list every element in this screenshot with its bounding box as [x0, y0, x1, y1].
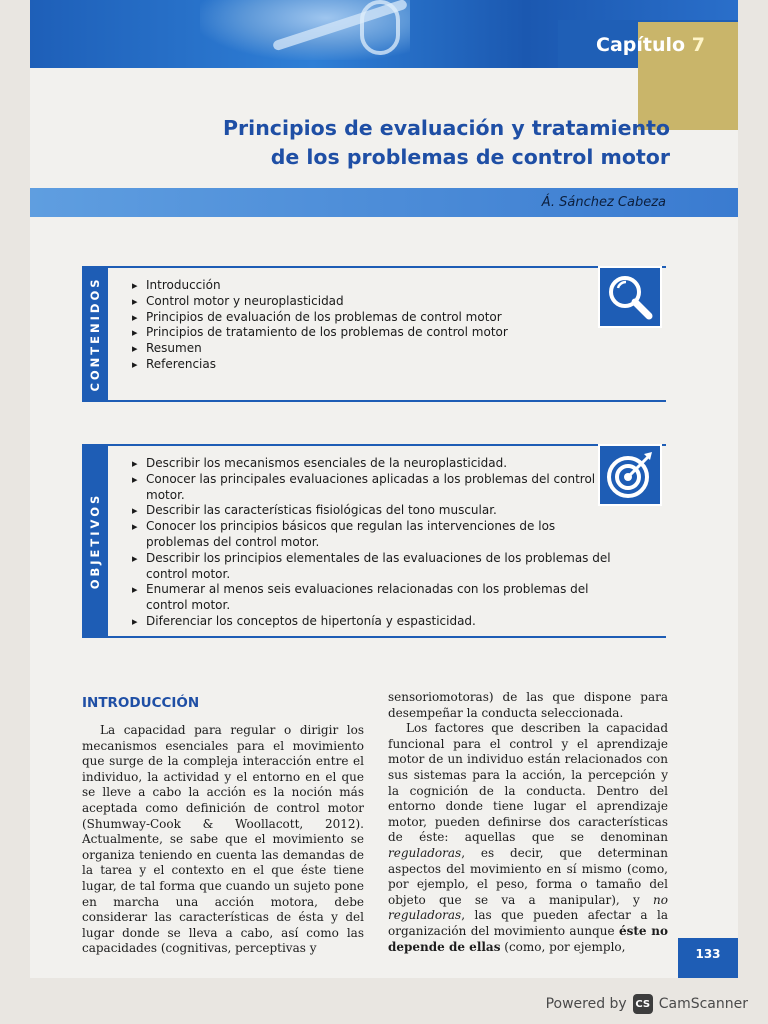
- magnifier-icon: [598, 266, 662, 328]
- list-item: ▸ Introducción: [130, 278, 666, 294]
- objetivos-list: [130, 456, 620, 630]
- objetivos-sidebar: [82, 444, 108, 638]
- chapter-word: Capítulo: [596, 34, 686, 56]
- paragraph: sensoriomotoras) de las que dispone para desempeñar la conducta seleccionada.: [388, 690, 668, 720]
- body-column-right: [388, 690, 668, 955]
- section-heading: INTRODUCCIÓN: [82, 695, 200, 711]
- list-item: ▸ Principios de tratamiento de los problemas de control motor: [130, 325, 666, 341]
- list-item: ▸ Conocer los principios básicos que regulan las intervenciones de los problemas del control motor.: [130, 519, 620, 551]
- contenidos-box: [108, 266, 666, 402]
- list-item: ▸ Enumerar al menos seis evaluaciones relacionadas con los problemas del control motor.: [130, 582, 620, 614]
- paragraph: La capacidad para regular o dirigir los mecanismos esenciales para el movimiento que surge de la compleja interacción entre el individuo, la actividad y el entorno en el que se lleve a cabo la acción es la noción más aceptada como definición de control motor (Shumway-Cook & Woollacott, 2012). Actualmente, se sabe que el movimiento se organiza teniendo en cuenta las demandas de la tarea y el contexto en el que éste tiene lugar, de tal forma que cuando un sujeto pone en marcha una acción motora, debe considerar las características de ésta y del lugar donde se lleva a cabo, así como las capacidades (cognitivas, perceptivas y: [82, 723, 364, 956]
- scanner-watermark: [546, 994, 748, 1014]
- contenidos-list: [130, 278, 666, 373]
- device-clamp: [360, 0, 400, 55]
- chapter-label: [596, 34, 736, 56]
- body-column-left: [82, 723, 364, 957]
- book-page: [30, 0, 738, 978]
- paragraph: Los factores que describen la capacidad funcional para el control y el aprendizaje motor de un individuo están relacionados con sus sistemas para la acción, la percepción y la cognición de la conducta. Dentro del entorno donde tiene lugar el aprendizaje motor, pueden definirse dos características de éste: aquellas que se denominan reguladoras, es decir, que determinan aspectos del movimiento en sí mismo (como, por ejemplo, el peso, forma o tamaño del objeto que se va a manipular), y no reguladoras, las que pueden afectar a la organización del movimiento aunque éste no depende de ellas (como, por ejemplo,: [388, 721, 668, 954]
- list-item: ▸ Conocer las principales evaluaciones aplicadas a los problemas del control motor.: [130, 472, 620, 504]
- chapter-title: [170, 114, 670, 172]
- list-item: ▸ Resumen: [130, 341, 666, 357]
- contenidos-label: CONTENIDOS: [88, 276, 102, 392]
- list-item: ▸ Control motor y neuroplasticidad: [130, 294, 666, 310]
- list-item: ▸ Describir los mecanismos esenciales de la neuroplasticidad.: [130, 456, 620, 472]
- objetivos-label: OBJETIVOS: [88, 492, 102, 590]
- page-number: 133: [678, 938, 738, 978]
- title-line-2: de los problemas de control motor: [270, 145, 670, 169]
- title-line-1: Principios de evaluación y tratamiento: [223, 116, 670, 140]
- target-icon: [598, 444, 662, 506]
- author-name: Á. Sánchez Cabeza: [541, 195, 666, 210]
- chapter-number: 7: [691, 34, 705, 56]
- list-item: ▸ Principios de evaluación de los problemas de control motor: [130, 310, 666, 326]
- camscanner-brand: CamScanner: [658, 996, 748, 1012]
- camscanner-logo-icon: CS: [633, 994, 653, 1014]
- contenidos-sidebar: [82, 266, 108, 402]
- list-item: ▸ Describir los principios elementales de las evaluaciones de los problemas del control motor.: [130, 551, 620, 583]
- list-item: ▸ Describir las características fisiológicas del tono muscular.: [130, 503, 620, 519]
- list-item: ▸ Diferenciar los conceptos de hipertonía y espasticidad.: [130, 614, 620, 630]
- list-item: ▸ Referencias: [130, 357, 666, 373]
- objetivos-box: [108, 444, 666, 638]
- powered-by-text: Powered by: [545, 996, 627, 1012]
